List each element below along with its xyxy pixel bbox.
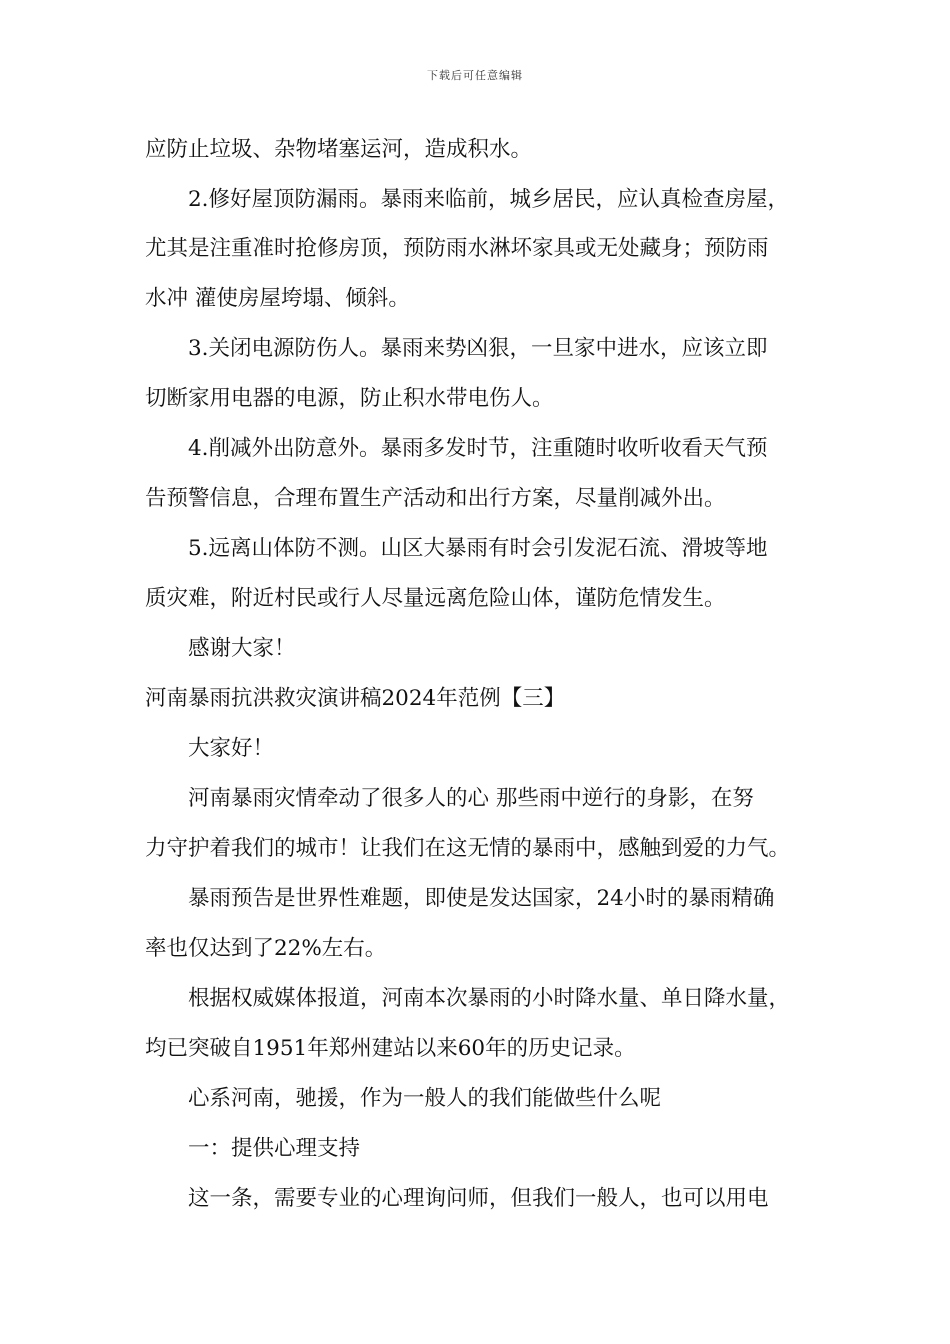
paragraph-line: 力守护着我们的城市！让我们在这无情的暴雨中，感触到爱的力气。	[145, 836, 791, 861]
paragraph-line: 大家好！	[188, 736, 275, 761]
paragraph-line: 根据权威媒体报道，河南本次暴雨的小时降水量、单日降水量，	[188, 986, 791, 1011]
paragraph-line: 率也仅达到了22%左右。	[145, 936, 387, 961]
paragraph-line: 应防止垃圾、杂物堵塞运河，造成积水。	[145, 137, 533, 162]
section-title: 河南暴雨抗洪救灾演讲稿2024年范例【三】	[145, 686, 566, 711]
paragraph-line: 均已突破自1951年郑州建站以来60年的历史记录。	[145, 1036, 636, 1061]
paragraph-line: 质灾难，附近村民或行人尽量远离危险山体，谨防危情发生。	[145, 586, 726, 611]
paragraph-line: 水冲 灌使房屋垮塌、倾斜。	[145, 286, 410, 311]
paragraph-line: 2.修好屋顶防漏雨。暴雨来临前，城乡居民，应认真检查房屋，	[188, 187, 790, 212]
paragraph-line: 4.削减外出防意外。暴雨多发时节，注重随时收听收看天气预	[188, 436, 768, 461]
paragraph-line: 暴雨预告是世界性难题，即使是发达国家，24小时的暴雨精确	[188, 886, 775, 911]
paragraph-line: 告预警信息，合理布置生产活动和出行方案，尽量削减外出。	[145, 486, 726, 511]
paragraph-line: 河南暴雨灾情牵动了很多人的心 那些雨中逆行的身影，在努	[188, 786, 754, 811]
paragraph-line: 切断家用电器的电源，防止积水带电伤人。	[145, 386, 554, 411]
paragraph-line: 一：提供心理支持	[188, 1136, 361, 1161]
paragraph-line: 3.关闭电源防伤人。暴雨来势凶狠，一旦家中进水，应该立即	[188, 336, 768, 361]
paragraph-line: 心系河南，驰援，作为一般人的我们能做些什么呢	[188, 1086, 662, 1111]
paragraph-line: 感谢大家！	[188, 636, 296, 661]
header-note: 下载后可任意编辑	[427, 69, 523, 82]
paragraph-line: 5.远离山体防不测。山区大暴雨有时会引发泥石流、滑坡等地	[188, 536, 768, 561]
paragraph-line: 尤其是注重准时抢修房顶，预防雨水淋坏家具或无处藏身；预防雨	[145, 236, 769, 261]
paragraph-line: 这一条，需要专业的心理询问师，但我们一般人，也可以用电	[188, 1186, 769, 1211]
